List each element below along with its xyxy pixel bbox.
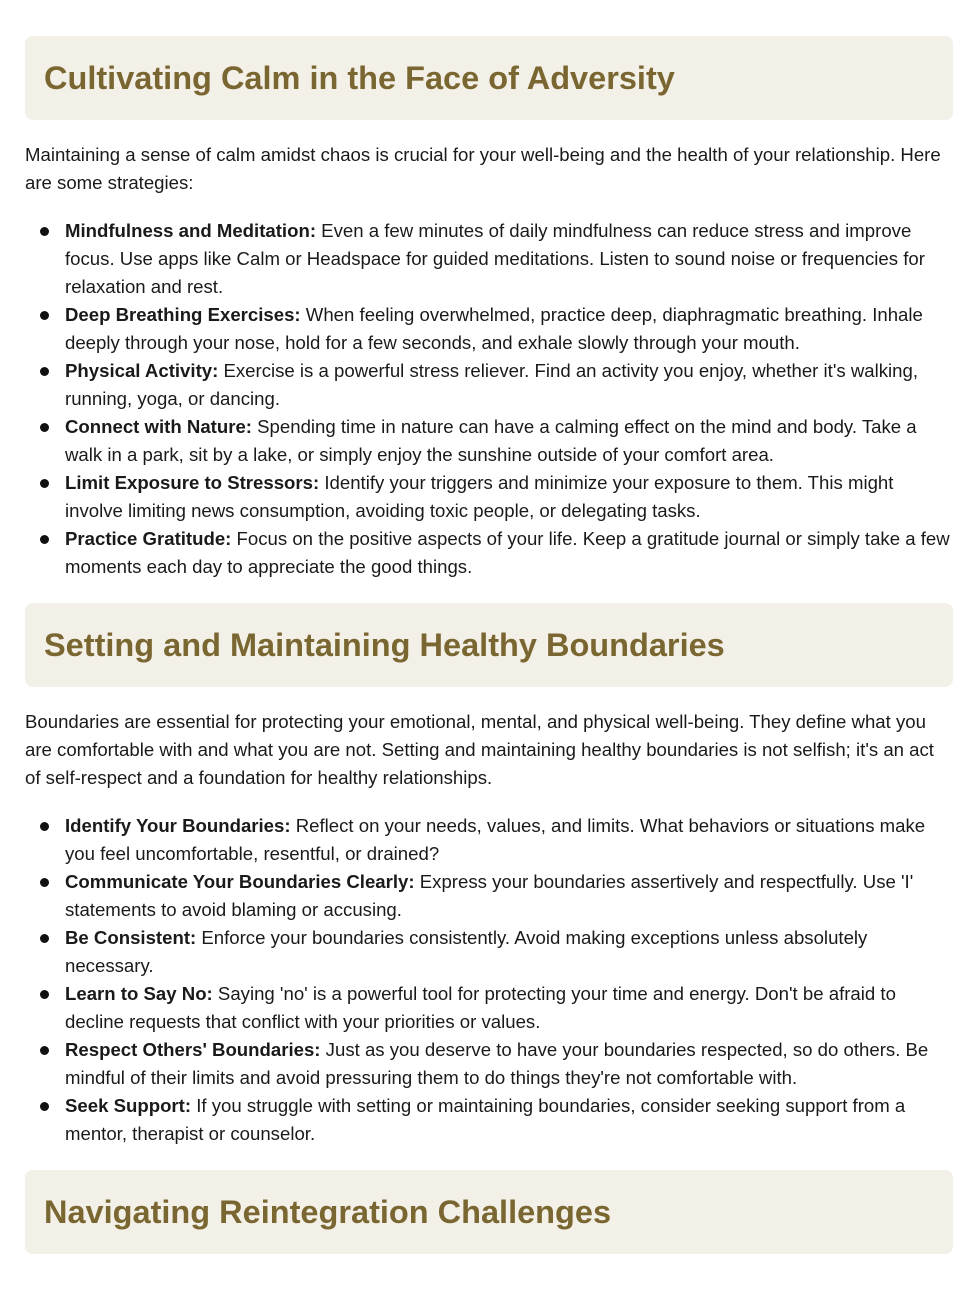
item-label: Practice Gratitude: [65, 528, 232, 549]
item-text: Enforce your boundaries consistently. Avoid making exceptions unless absolutely necessary. [65, 927, 868, 976]
item-text: Identify your triggers and minimize your exposure to them. This might involve limiting news consumption, avoiding toxic people, or delegating tasks. [65, 472, 894, 521]
list-item [25, 469, 953, 525]
item-label: Deep Breathing Exercises: [65, 304, 301, 325]
bullet-icon [40, 311, 49, 320]
bullet-icon [40, 822, 49, 831]
item-label: Mindfulness and Meditation: [65, 220, 317, 241]
item-text: If you struggle with setting or maintaining boundaries, consider seeking support from a mentor, therapist or counselor. [65, 1095, 906, 1144]
item-label: Be Consistent: [65, 927, 197, 948]
strategy-list [25, 217, 953, 581]
list-item [25, 1036, 953, 1092]
bullet-icon [40, 878, 49, 887]
section-header-reintegration [25, 1170, 953, 1254]
item-label: Connect with Nature: [65, 416, 252, 437]
item-text: Spending time in nature can have a calming effect on the mind and body. Take a walk in a park, sit by a lake, or simply enjoy the sunshine outside of your comfort area. [65, 416, 917, 465]
section-intro: Maintaining a sense of calm amidst chaos is crucial for your well-being and the health of your relationship. Here are some strategies: [25, 144, 941, 193]
list-item [25, 217, 953, 301]
section-title: Cultivating Calm in the Face of Adversity [44, 59, 675, 96]
bullet-icon [40, 423, 49, 432]
item-label: Respect Others' Boundaries: [65, 1039, 321, 1060]
item-label: Communicate Your Boundaries Clearly: [65, 871, 415, 892]
bullet-icon [40, 479, 49, 488]
bullet-icon [40, 1102, 49, 1111]
list-item [25, 525, 953, 581]
bullet-icon [40, 990, 49, 999]
item-text: Exercise is a powerful stress reliever. Find an activity you enjoy, whether it's walking, running, yoga, or dancing. [65, 360, 919, 409]
item-text: Reflect on your needs, values, and limits. What behaviors or situations make you feel uncomfortable, resentful, or drained? [65, 815, 926, 864]
item-label: Seek Support: [65, 1095, 192, 1116]
bullet-icon [40, 934, 49, 943]
item-label: Identify Your Boundaries: [65, 815, 291, 836]
list-item [25, 980, 953, 1036]
list-item [25, 812, 953, 868]
section-intro: Boundaries are essential for protecting your emotional, mental, and physical well-being. They define what you are comfortable with and what you are not. Setting and maintaining healthy boundaries is not selfish; it's an act of self-respect and a foundation for healthy relationships. [25, 711, 934, 788]
item-label: Learn to Say No: [65, 983, 213, 1004]
bullet-icon [40, 1046, 49, 1055]
section-header-calm [25, 36, 953, 120]
list-item [25, 413, 953, 469]
section-header-boundaries [25, 603, 953, 687]
bullet-icon [40, 227, 49, 236]
list-item [25, 924, 953, 980]
section-title: Navigating Reintegration Challenges [44, 1193, 612, 1230]
item-text: Even a few minutes of daily mindfulness can reduce stress and improve focus. Use apps like Calm or Headspace for guided meditations. Listen to sound noise or frequencies for relaxation and rest. [65, 220, 925, 297]
item-text: Just as you deserve to have your boundaries respected, so do others. Be mindful of their limits and avoid pressuring them to do things they're not comfortable with. [65, 1039, 929, 1088]
list-item [25, 868, 953, 924]
item-text: Saying 'no' is a powerful tool for protecting your time and energy. Don't be afraid to decline requests that conflict with your priorities or values. [65, 983, 896, 1032]
item-text: When feeling overwhelmed, practice deep, diaphragmatic breathing. Inhale deeply through your nose, hold for a few seconds, and exhale slowly through your mouth. [65, 304, 923, 353]
item-text: Focus on the positive aspects of your life. Keep a gratitude journal or simply take a few moments each day to appreciate the good things. [65, 528, 950, 577]
section-title: Setting and Maintaining Healthy Boundaries [44, 626, 725, 663]
bullet-icon [40, 367, 49, 376]
list-item [25, 1092, 953, 1148]
item-text: Express your boundaries assertively and respectfully. Use 'I' statements to avoid blaming or accusing. [65, 871, 914, 920]
boundary-list [25, 812, 953, 1148]
item-label: Physical Activity: [65, 360, 219, 381]
bullet-icon [40, 535, 49, 544]
list-item [25, 357, 953, 413]
item-label: Limit Exposure to Stressors: [65, 472, 320, 493]
list-item [25, 301, 953, 357]
